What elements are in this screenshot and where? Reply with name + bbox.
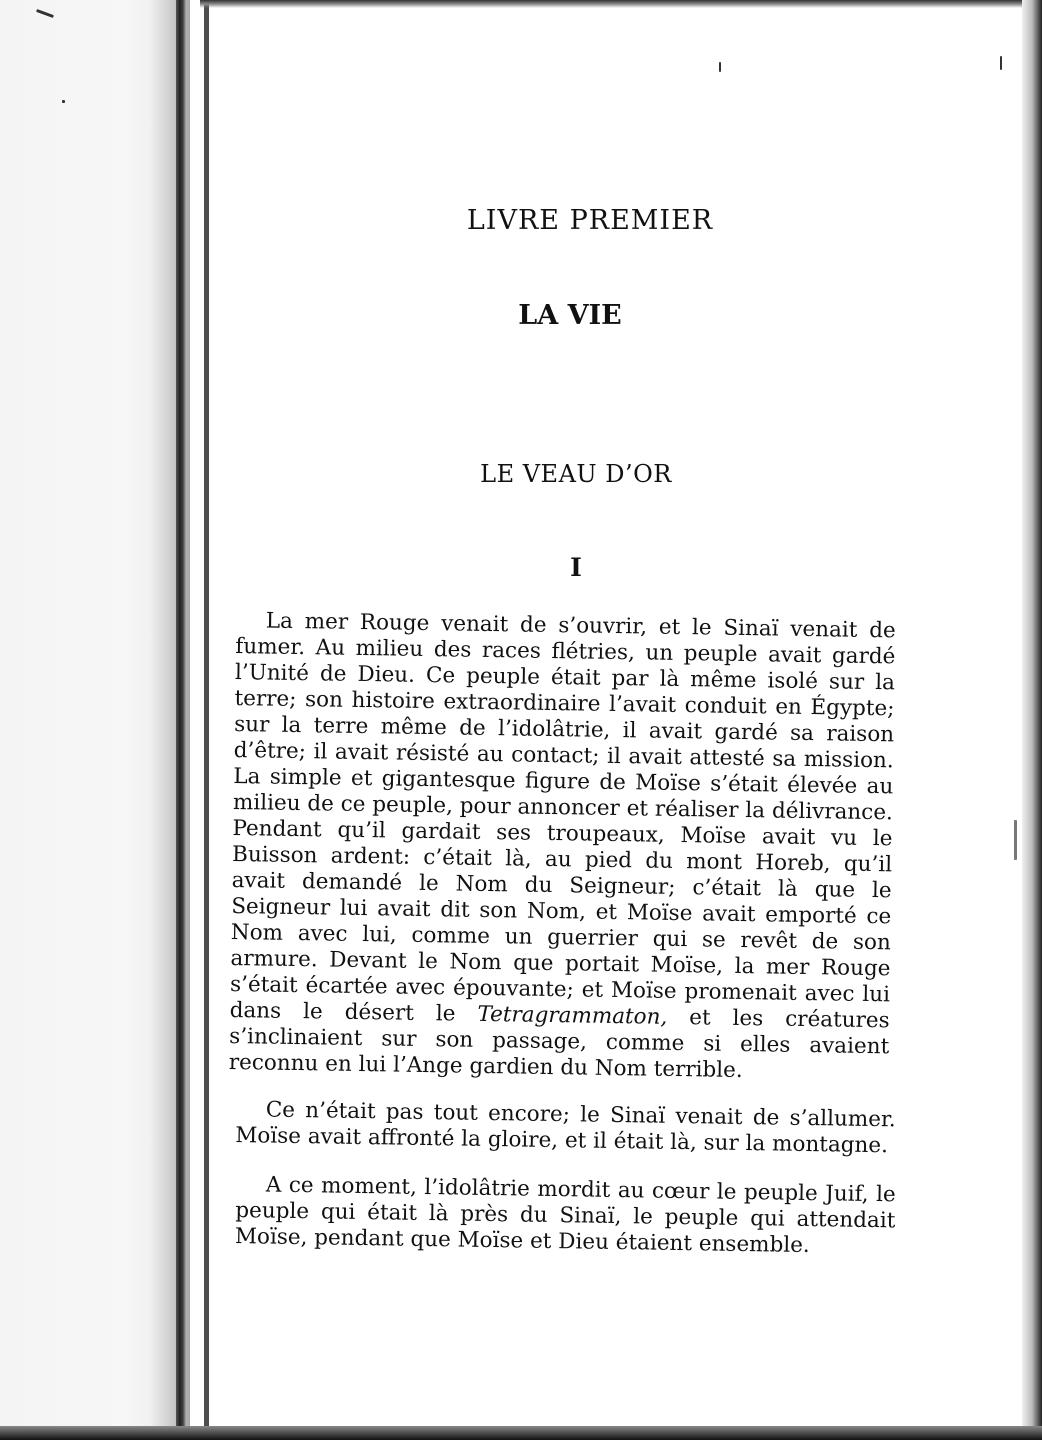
page-edge-line: [204, 0, 209, 1440]
paragraph-3: [235, 1172, 896, 1260]
paragraph-1-text-a: La mer Rouge venait de s’ouvrir, et le Sinaï venait de fumer. Au milieu des races flétries, un peuple avait gardé l’Unité de Dieu. Ce peuple était par là même isolé sur la terre; son histoire extraordinaire l’avait conduit en Égypte; sur la terre même de l’idolâtrie, il avait gardé sa raison d’être; il avait résisté au contact; il avait attesté sa mission. La simple et gigantesque figure de Moïse s’était élevée au milieu de ce peuple, pour annoncer et réaliser la délivrance. Pendant qu’il gardait ses troupeaux, Moïse avait vu le Buisson ardent: c’était là, au pied du mont Horeb, qu’il avait demandé le Nom du Seigneur; c’était là que le Seigneur lui avait dit son Nom, et Moïse avait emporté ce Nom avec lui, comme un guerrier qui se revêt de son armure. Devant le Nom que portait Moïse, la mer Rouge s’était écartée avec épouvante; et Moïse promenait avec lui dans le désert le: [229, 608, 896, 1027]
right-page-edge: [1022, 0, 1042, 1440]
chapter-title: LE VEAU D’OR: [480, 460, 672, 488]
top-page-edge: [200, 0, 1042, 8]
paragraph-2-text: Ce n’était pas tout encore; le Sinaï venait de s’allumer. Moïse avait affronté la gloire, et il était là, sur la montagne.: [235, 1097, 896, 1159]
paragraph-3-text: A ce moment, l’idolâtrie mordit au cœur le peuple Juif, le peuple qui était là près du Sinaï, le peuple qui attendait Moïse, pendant que Moïse et Dieu étaient ensemble.: [234, 1172, 896, 1259]
section-number: I: [570, 553, 582, 582]
scan-speck: [62, 100, 65, 103]
bottom-page-edge: [0, 1426, 1042, 1440]
paragraph-2: [235, 1097, 896, 1159]
paragraph-1: [229, 608, 896, 1086]
binding-edge: [176, 0, 186, 1440]
paragraph-1-italic-term: Tetragrammaton,: [477, 1001, 668, 1030]
part-title: LA VIE: [518, 300, 622, 331]
scan-speck: [1000, 56, 1002, 70]
scan-speck: [719, 62, 721, 72]
book-part-title: LIVRE PREMIER: [466, 205, 714, 236]
paragraph-1-text-b: et les créatures s’inclinaient sur son passage, comme si elles avaient reconnu en lui l’Ange gardien du Nom terrible.: [228, 1004, 890, 1084]
scan-speck: [1014, 820, 1017, 860]
